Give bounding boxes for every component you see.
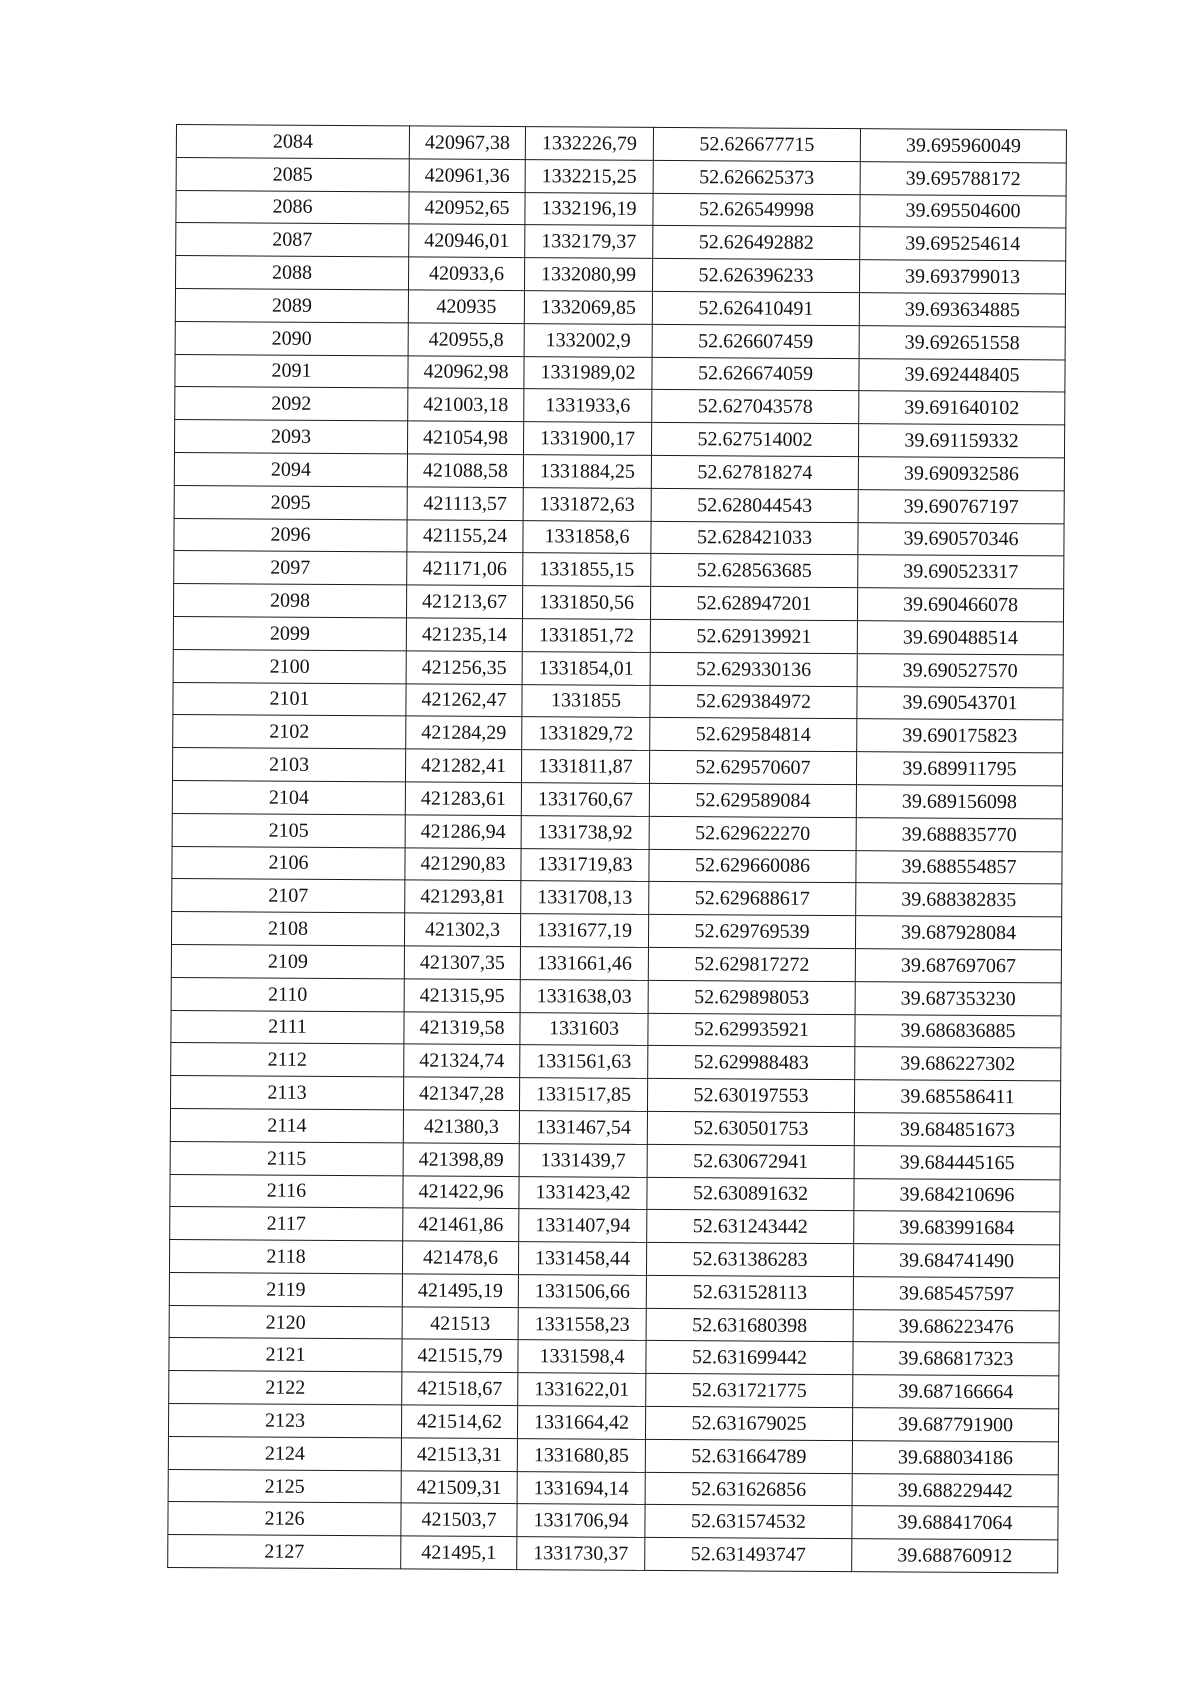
point-number-cell: 2127: [168, 1535, 401, 1569]
y-coordinate-cell: 1331561,63: [520, 1045, 648, 1079]
point-number-cell: 2088: [175, 256, 408, 290]
table-row: [168, 1404, 1058, 1442]
x-coordinate-cell: 421513,31: [401, 1438, 517, 1472]
latitude-cell: 52.626492882: [653, 226, 860, 260]
table-row: [175, 354, 1065, 392]
latitude-cell: 52.626677715: [653, 127, 860, 161]
x-coordinate-cell: 421461,86: [403, 1208, 519, 1242]
point-number-cell: 2122: [169, 1371, 402, 1405]
longitude-cell: 39.685457597: [853, 1277, 1059, 1311]
latitude-cell: 52.631574532: [645, 1505, 852, 1539]
latitude-cell: 52.626396233: [652, 259, 859, 293]
longitude-cell: 39.690488514: [857, 621, 1063, 655]
table-row: [170, 1207, 1060, 1245]
latitude-cell: 52.626674059: [652, 357, 859, 391]
x-coordinate-cell: 421518,67: [402, 1372, 518, 1406]
x-coordinate-cell: 421478,6: [402, 1241, 518, 1275]
longitude-cell: 39.687166664: [853, 1375, 1059, 1409]
point-number-cell: 2086: [176, 190, 409, 224]
x-coordinate-cell: 421256,35: [406, 651, 522, 685]
table-row: [173, 715, 1063, 753]
y-coordinate-cell: 1332080,99: [524, 258, 652, 292]
table-row: [168, 1469, 1058, 1507]
y-coordinate-cell: 1331407,94: [519, 1209, 647, 1243]
longitude-cell: 39.687928084: [855, 916, 1061, 950]
x-coordinate-cell: 421262,47: [406, 683, 522, 717]
y-coordinate-cell: 1332002,9: [524, 323, 652, 357]
y-coordinate-cell: 1331677,19: [520, 914, 648, 948]
x-coordinate-cell: 421324,74: [404, 1044, 520, 1078]
table-row: [172, 813, 1062, 851]
point-number-cell: 2111: [171, 1010, 404, 1044]
x-coordinate-cell: 421290,83: [405, 847, 521, 881]
point-number-cell: 2101: [173, 682, 406, 716]
point-number-cell: 2095: [174, 485, 407, 519]
latitude-cell: 52.631493747: [645, 1538, 852, 1572]
y-coordinate-cell: 1331517,85: [519, 1078, 647, 1112]
latitude-cell: 52.629570607: [649, 751, 856, 785]
x-coordinate-cell: 420961,36: [409, 159, 525, 193]
point-number-cell: 2118: [169, 1240, 402, 1274]
x-coordinate-cell: 421398,89: [403, 1143, 519, 1177]
y-coordinate-cell: 1332215,25: [525, 159, 653, 193]
point-number-cell: 2110: [171, 977, 404, 1011]
table-row: [168, 1535, 1058, 1573]
latitude-cell: 52.629384972: [650, 685, 857, 719]
table-row: [173, 616, 1063, 654]
y-coordinate-cell: 1331854,01: [522, 651, 650, 685]
point-number-cell: 2105: [172, 813, 405, 847]
x-coordinate-cell: 421319,58: [404, 1011, 520, 1045]
y-coordinate-cell: 1331989,02: [524, 356, 652, 390]
longitude-cell: 39.688835770: [856, 817, 1062, 851]
latitude-cell: 52.630501753: [647, 1111, 854, 1145]
latitude-cell: 52.626549998: [653, 193, 860, 227]
table-row: [172, 846, 1062, 884]
longitude-cell: 39.692651558: [859, 325, 1065, 359]
y-coordinate-cell: 1331558,23: [518, 1307, 646, 1341]
x-coordinate-cell: 420933,6: [408, 257, 524, 291]
table-row: [175, 288, 1065, 326]
longitude-cell: 39.684851673: [854, 1113, 1060, 1147]
latitude-cell: 52.631721775: [646, 1374, 853, 1408]
latitude-cell: 52.627043578: [652, 390, 859, 424]
x-coordinate-cell: 421171,06: [407, 552, 523, 586]
longitude-cell: 39.684210696: [854, 1178, 1060, 1212]
longitude-cell: 39.692448405: [859, 358, 1065, 392]
table-row: [171, 977, 1061, 1015]
point-number-cell: 2108: [171, 912, 404, 946]
y-coordinate-cell: 1331851,72: [522, 619, 650, 653]
point-number-cell: 2117: [170, 1207, 403, 1241]
x-coordinate-cell: 421513: [402, 1307, 518, 1341]
x-coordinate-cell: 420952,65: [409, 192, 525, 226]
longitude-cell: 39.683991684: [854, 1211, 1060, 1245]
table-row: [174, 452, 1064, 490]
table-row: [176, 190, 1066, 228]
x-coordinate-cell: 421293,81: [405, 880, 521, 914]
x-coordinate-cell: 421503,7: [401, 1503, 517, 1537]
y-coordinate-cell: 1331738,92: [521, 815, 649, 849]
coordinates-table-body: [168, 125, 1067, 1573]
table-row: [172, 879, 1062, 917]
point-number-cell: 2109: [171, 944, 404, 978]
x-coordinate-cell: 420962,98: [408, 356, 524, 390]
y-coordinate-cell: 1331933,6: [524, 389, 652, 423]
latitude-cell: 52.629898053: [648, 980, 855, 1014]
latitude-cell: 52.626625373: [653, 160, 860, 194]
point-number-cell: 2089: [175, 288, 408, 322]
longitude-cell: 39.687791900: [852, 1408, 1058, 1442]
x-coordinate-cell: 421235,14: [406, 618, 522, 652]
coordinates-table: [167, 124, 1067, 1573]
point-number-cell: 2084: [176, 125, 409, 159]
point-number-cell: 2114: [170, 1108, 403, 1142]
latitude-cell: 52.629139921: [650, 619, 857, 653]
table-row: [173, 682, 1063, 720]
latitude-cell: 52.629935921: [648, 1013, 855, 1047]
point-number-cell: 2121: [169, 1338, 402, 1372]
y-coordinate-cell: 1332196,19: [525, 192, 653, 226]
point-number-cell: 2119: [169, 1272, 402, 1306]
x-coordinate-cell: 421088,58: [407, 454, 523, 488]
point-number-cell: 2093: [174, 420, 407, 454]
longitude-cell: 39.685586411: [854, 1080, 1060, 1114]
longitude-cell: 39.686817323: [853, 1342, 1059, 1376]
table-row: [170, 1108, 1060, 1146]
latitude-cell: 52.629769539: [648, 915, 855, 949]
point-number-cell: 2116: [170, 1174, 403, 1208]
latitude-cell: 52.629688617: [649, 882, 856, 916]
table-row: [176, 223, 1066, 261]
latitude-cell: 52.628947201: [650, 587, 857, 621]
latitude-cell: 52.631680398: [646, 1308, 853, 1342]
y-coordinate-cell: 1331708,13: [521, 881, 649, 915]
latitude-cell: 52.628421033: [651, 521, 858, 555]
x-coordinate-cell: 421003,18: [408, 388, 524, 422]
longitude-cell: 39.695504600: [860, 194, 1066, 228]
table-row: [169, 1272, 1059, 1310]
longitude-cell: 39.689156098: [856, 785, 1062, 819]
y-coordinate-cell: 1331680,85: [517, 1438, 645, 1472]
point-number-cell: 2112: [171, 1043, 404, 1077]
table-row: [168, 1502, 1058, 1540]
longitude-cell: 39.684741490: [853, 1244, 1059, 1278]
x-coordinate-cell: 420967,38: [409, 126, 525, 160]
x-coordinate-cell: 420955,8: [408, 323, 524, 357]
point-number-cell: 2098: [173, 584, 406, 618]
longitude-cell: 39.687353230: [855, 981, 1061, 1015]
longitude-cell: 39.690175823: [857, 719, 1063, 753]
table-row: [174, 485, 1064, 523]
longitude-cell: 39.691159332: [858, 424, 1064, 458]
table-row: [170, 1174, 1060, 1212]
y-coordinate-cell: 1331884,25: [523, 455, 651, 489]
x-coordinate-cell: 421113,57: [407, 487, 523, 521]
table-row: [176, 157, 1066, 195]
y-coordinate-cell: 1331719,83: [521, 848, 649, 882]
latitude-cell: 52.631626856: [645, 1472, 852, 1506]
y-coordinate-cell: 1331423,42: [519, 1176, 647, 1210]
point-number-cell: 2102: [173, 715, 406, 749]
x-coordinate-cell: 421283,61: [405, 782, 521, 816]
longitude-cell: 39.686223476: [853, 1309, 1059, 1343]
longitude-cell: 39.688229442: [852, 1473, 1058, 1507]
longitude-cell: 39.690466078: [857, 588, 1063, 622]
point-number-cell: 2120: [169, 1305, 402, 1339]
table-row: [171, 1043, 1061, 1081]
latitude-cell: 52.630891632: [647, 1177, 854, 1211]
table-row: [173, 649, 1063, 687]
x-coordinate-cell: 421515,79: [402, 1339, 518, 1373]
y-coordinate-cell: 1332226,79: [525, 127, 653, 161]
latitude-cell: 52.629584814: [650, 718, 857, 752]
x-coordinate-cell: 421307,35: [404, 946, 520, 980]
y-coordinate-cell: 1331900,17: [523, 422, 651, 456]
latitude-cell: 52.631243442: [647, 1210, 854, 1244]
x-coordinate-cell: 421155,24: [407, 519, 523, 553]
table-row: [175, 256, 1065, 294]
point-number-cell: 2125: [168, 1469, 401, 1503]
longitude-cell: 39.688382835: [856, 883, 1062, 917]
table-row: [175, 321, 1065, 359]
table-row: [173, 584, 1063, 622]
y-coordinate-cell: 1331855: [522, 684, 650, 718]
point-number-cell: 2085: [176, 157, 409, 191]
point-number-cell: 2107: [172, 879, 405, 913]
table-row: [169, 1305, 1059, 1343]
longitude-cell: 39.686836885: [855, 1014, 1061, 1048]
latitude-cell: 52.631679025: [645, 1406, 852, 1440]
x-coordinate-cell: 421213,67: [406, 585, 522, 619]
point-number-cell: 2090: [175, 321, 408, 355]
point-number-cell: 2113: [170, 1076, 403, 1110]
point-number-cell: 2099: [173, 616, 406, 650]
y-coordinate-cell: 1331855,15: [523, 553, 651, 587]
latitude-cell: 52.631699442: [646, 1341, 853, 1375]
point-number-cell: 2103: [172, 748, 405, 782]
y-coordinate-cell: 1332179,37: [525, 225, 653, 259]
point-number-cell: 2087: [176, 223, 409, 257]
longitude-cell: 39.690523317: [858, 555, 1064, 589]
point-number-cell: 2100: [173, 649, 406, 683]
y-coordinate-cell: 1331694,14: [517, 1471, 645, 1505]
latitude-cell: 52.630672941: [647, 1144, 854, 1178]
latitude-cell: 52.626410491: [652, 291, 859, 325]
longitude-cell: 39.691640102: [859, 391, 1065, 425]
latitude-cell: 52.631528113: [646, 1275, 853, 1309]
table-row: [174, 518, 1064, 556]
x-coordinate-cell: 420935: [408, 290, 524, 324]
longitude-cell: 39.690570346: [858, 522, 1064, 556]
point-number-cell: 2106: [172, 846, 405, 880]
latitude-cell: 52.627514002: [651, 423, 858, 457]
latitude-cell: 52.630197553: [647, 1079, 854, 1113]
x-coordinate-cell: 421284,29: [406, 716, 522, 750]
table-row: [174, 420, 1064, 458]
longitude-cell: 39.687697067: [855, 949, 1061, 983]
longitude-cell: 39.693634885: [859, 293, 1065, 327]
y-coordinate-cell: 1331664,42: [517, 1406, 645, 1440]
table-row: [174, 551, 1064, 589]
table-row: [169, 1240, 1059, 1278]
y-coordinate-cell: 1331850,56: [522, 586, 650, 620]
y-coordinate-cell: 1331858,6: [523, 520, 651, 554]
longitude-cell: 39.695960049: [860, 129, 1066, 163]
x-coordinate-cell: 421315,95: [404, 979, 520, 1013]
point-number-cell: 2115: [170, 1141, 403, 1175]
table-row: [169, 1371, 1059, 1409]
longitude-cell: 39.688034186: [852, 1441, 1058, 1475]
latitude-cell: 52.628044543: [651, 488, 858, 522]
table-row: [170, 1141, 1060, 1179]
latitude-cell: 52.629988483: [648, 1046, 855, 1080]
x-coordinate-cell: 421495,1: [401, 1536, 517, 1570]
longitude-cell: 39.695788172: [860, 161, 1066, 195]
latitude-cell: 52.631386283: [646, 1242, 853, 1276]
longitude-cell: 39.688760912: [852, 1539, 1058, 1573]
x-coordinate-cell: 420946,01: [409, 224, 525, 258]
y-coordinate-cell: 1331598,4: [518, 1340, 646, 1374]
y-coordinate-cell: 1331760,67: [521, 783, 649, 817]
longitude-cell: 39.690767197: [858, 489, 1064, 523]
y-coordinate-cell: 1331829,72: [522, 717, 650, 751]
latitude-cell: 52.629589084: [649, 783, 856, 817]
table-row: [172, 748, 1062, 786]
point-number-cell: 2096: [174, 518, 407, 552]
point-number-cell: 2104: [172, 780, 405, 814]
y-coordinate-cell: 1331811,87: [521, 750, 649, 784]
y-coordinate-cell: 1331622,01: [518, 1373, 646, 1407]
table-row: [175, 387, 1065, 425]
x-coordinate-cell: 421286,94: [405, 815, 521, 849]
table-row: [172, 780, 1062, 818]
longitude-cell: 39.688554857: [856, 850, 1062, 884]
y-coordinate-cell: 1331638,03: [520, 979, 648, 1013]
x-coordinate-cell: 421495,19: [402, 1274, 518, 1308]
longitude-cell: 39.695254614: [860, 227, 1066, 261]
y-coordinate-cell: 1332069,85: [524, 291, 652, 325]
x-coordinate-cell: 421380,3: [403, 1110, 519, 1144]
latitude-cell: 52.629622270: [649, 816, 856, 850]
x-coordinate-cell: 421514,62: [401, 1405, 517, 1439]
y-coordinate-cell: 1331730,37: [517, 1537, 645, 1571]
x-coordinate-cell: 421282,41: [405, 749, 521, 783]
longitude-cell: 39.684445165: [854, 1145, 1060, 1179]
table-row: [169, 1338, 1059, 1376]
latitude-cell: 52.627818274: [651, 455, 858, 489]
point-number-cell: 2091: [175, 354, 408, 388]
latitude-cell: 52.628563685: [651, 554, 858, 588]
y-coordinate-cell: 1331506,66: [518, 1275, 646, 1309]
latitude-cell: 52.629660086: [649, 849, 856, 883]
latitude-cell: 52.631664789: [645, 1439, 852, 1473]
point-number-cell: 2097: [174, 551, 407, 585]
longitude-cell: 39.690932586: [858, 457, 1064, 491]
y-coordinate-cell: 1331706,94: [517, 1504, 645, 1538]
x-coordinate-cell: 421302,3: [404, 913, 520, 947]
y-coordinate-cell: 1331872,63: [523, 487, 651, 521]
y-coordinate-cell: 1331439,7: [519, 1143, 647, 1177]
y-coordinate-cell: 1331603: [520, 1012, 648, 1046]
x-coordinate-cell: 421347,28: [403, 1077, 519, 1111]
latitude-cell: 52.629817272: [648, 947, 855, 981]
point-number-cell: 2124: [168, 1436, 401, 1470]
x-coordinate-cell: 421509,31: [401, 1471, 517, 1505]
x-coordinate-cell: 421054,98: [407, 421, 523, 455]
longitude-cell: 39.688417064: [852, 1506, 1058, 1540]
longitude-cell: 39.686227302: [855, 1047, 1061, 1081]
table-row: [171, 1010, 1061, 1048]
y-coordinate-cell: 1331661,46: [520, 947, 648, 981]
point-number-cell: 2126: [168, 1502, 401, 1536]
table-row: [170, 1076, 1060, 1114]
longitude-cell: 39.690527570: [857, 653, 1063, 687]
point-number-cell: 2094: [174, 452, 407, 486]
point-number-cell: 2092: [175, 387, 408, 421]
latitude-cell: 52.629330136: [650, 652, 857, 686]
longitude-cell: 39.689911795: [856, 752, 1062, 786]
y-coordinate-cell: 1331467,54: [519, 1111, 647, 1145]
longitude-cell: 39.693799013: [859, 260, 1065, 294]
latitude-cell: 52.626607459: [652, 324, 859, 358]
table-row: [176, 125, 1066, 163]
longitude-cell: 39.690543701: [857, 686, 1063, 720]
x-coordinate-cell: 421422,96: [403, 1175, 519, 1209]
table-row: [171, 912, 1061, 950]
point-number-cell: 2123: [168, 1404, 401, 1438]
y-coordinate-cell: 1331458,44: [518, 1242, 646, 1276]
table-row: [171, 944, 1061, 982]
table-row: [168, 1436, 1058, 1474]
